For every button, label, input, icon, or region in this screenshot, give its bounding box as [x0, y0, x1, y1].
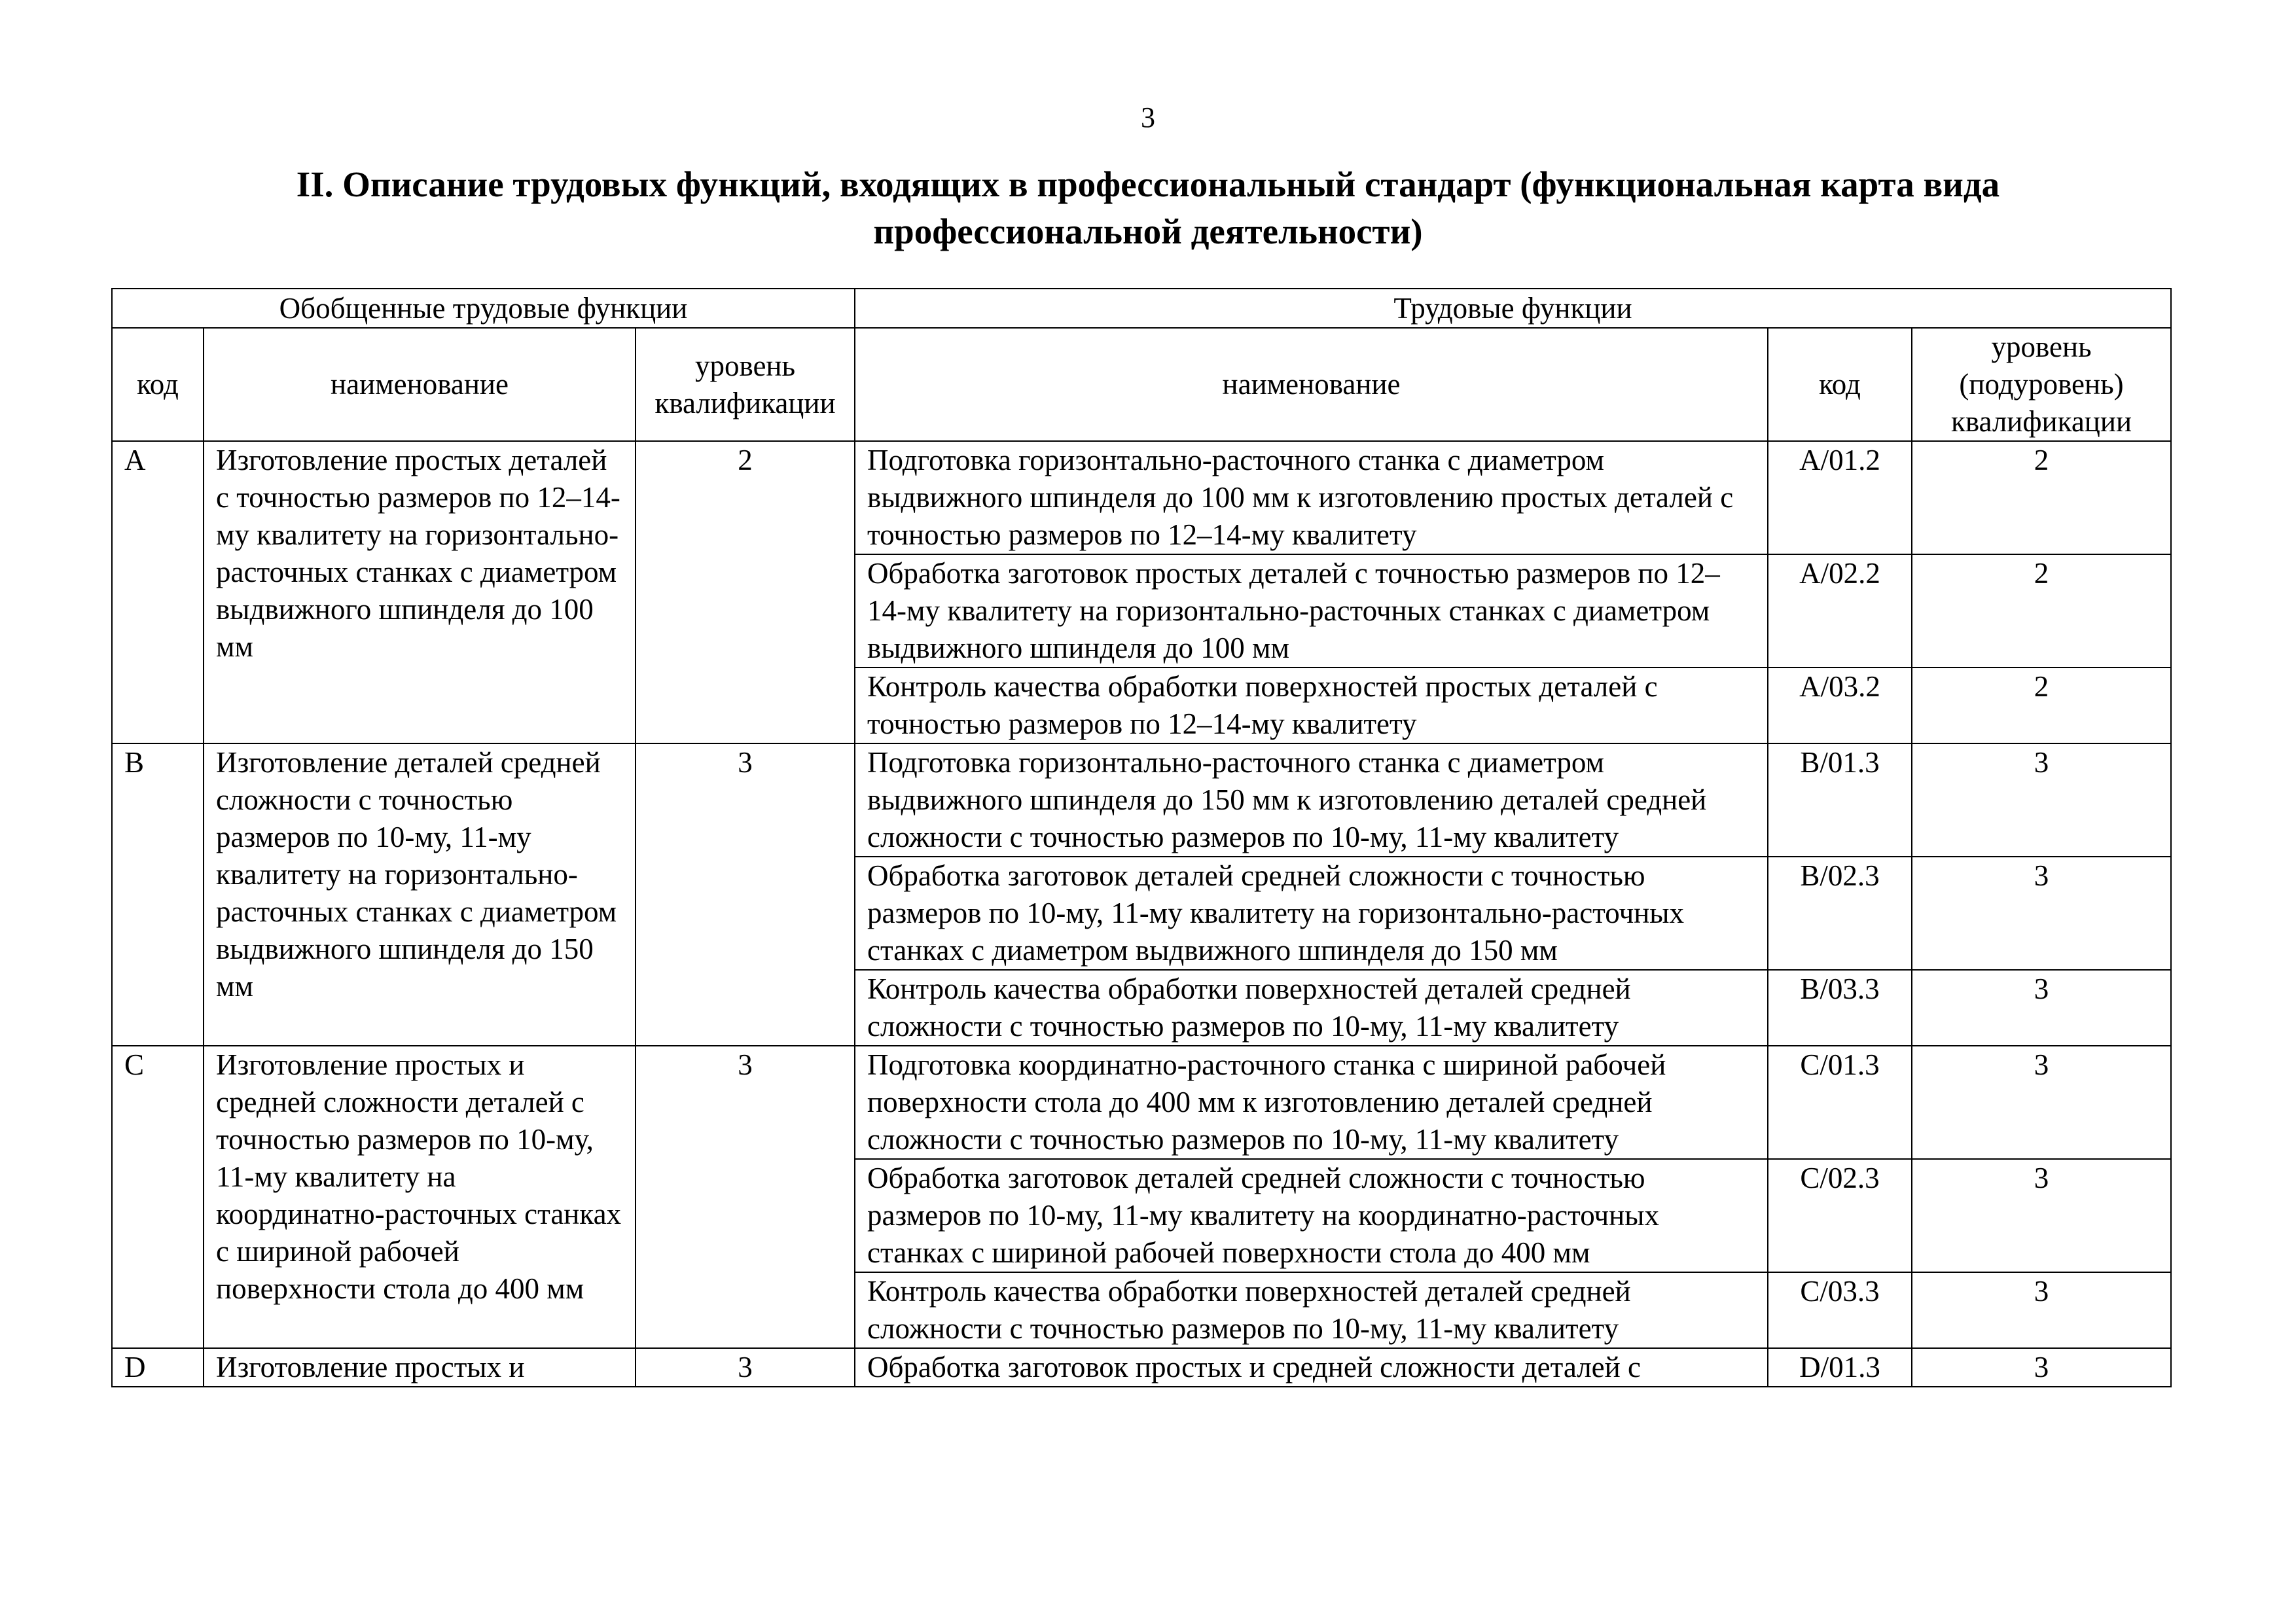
- group-level: 3: [636, 1348, 855, 1387]
- group-code: C: [112, 1046, 204, 1348]
- column-header-row: [112, 328, 2171, 441]
- function-code: C/02.3: [1768, 1159, 1912, 1272]
- function-level: 3: [1912, 1046, 2171, 1159]
- function-code: D/01.3: [1768, 1348, 1912, 1387]
- table-row: [112, 743, 2171, 857]
- gen-name-header: наименование: [204, 328, 636, 441]
- function-name: Контроль качества обработки поверхностей деталей средней сложности с точностью размеров по 10-му, 11-му квалитету: [855, 1272, 1768, 1348]
- function-code: A/02.2: [1768, 554, 1912, 668]
- group-name: Изготовление простых и: [204, 1348, 636, 1387]
- group-code: B: [112, 743, 204, 1046]
- function-name: Подготовка горизонтально-расточного станка с диаметром выдвижного шпинделя до 100 мм к изготовлению простых деталей с точностью размеров по 12–14-му квалитету: [855, 441, 1768, 554]
- group-code: A: [112, 441, 204, 743]
- group-header-row: [112, 289, 2171, 328]
- group-name: Изготовление деталей средней сложности с точностью размеров по 10-му, 11-му квалитету на горизонтально-расточных станках с диаметром выдвижного шпинделя до 150 мм: [204, 743, 636, 1046]
- function-level: 2: [1912, 441, 2171, 554]
- labor-functions-header: Трудовые функции: [855, 289, 2171, 328]
- function-code: C/01.3: [1768, 1046, 1912, 1159]
- gen-level-header: уровень квалификации: [636, 328, 855, 441]
- group-level: 2: [636, 441, 855, 743]
- table-row: [112, 1046, 2171, 1159]
- function-level: 2: [1912, 554, 2171, 668]
- function-level: 3: [1912, 1272, 2171, 1348]
- function-name: Обработка заготовок деталей средней сложности с точностью размеров по 10-му, 11-му квалитету на координатно-расточных станках с шириной рабочей поверхности стола до 400 мм: [855, 1159, 1768, 1272]
- function-code: B/03.3: [1768, 970, 1912, 1046]
- function-name: Подготовка координатно-расточного станка с шириной рабочей поверхности стола до 400 мм к изготовлению деталей средней сложности с точностью размеров по 10-му, 11-му квалитету: [855, 1046, 1768, 1159]
- table-row: [112, 441, 2171, 554]
- function-name: Обработка заготовок простых и средней сложности деталей с: [855, 1348, 1768, 1387]
- function-name: Обработка заготовок простых деталей с точностью размеров по 12–14-му квалитету на горизонтально-расточных станках с диаметром выдвижного шпинделя до 100 мм: [855, 554, 1768, 668]
- func-code-header: код: [1768, 328, 1912, 441]
- function-level: 2: [1912, 668, 2171, 743]
- function-level: 3: [1912, 1159, 2171, 1272]
- group-name: Изготовление простых деталей с точностью размеров по 12–14-му квалитету на горизонтально-расточных станках с диаметром выдвижного шпинделя до 100 мм: [204, 441, 636, 743]
- function-name: Подготовка горизонтально-расточного станка с диаметром выдвижного шпинделя до 150 мм к изготовлению деталей средней сложности с точностью размеров по 10-му, 11-му квалитету: [855, 743, 1768, 857]
- function-name: Контроль качества обработки поверхностей простых деталей с точностью размеров по 12–14-му квалитету: [855, 668, 1768, 743]
- function-code: B/02.3: [1768, 857, 1912, 970]
- func-level-header: уровень (подуровень) квалификации: [1912, 328, 2171, 441]
- function-level: 3: [1912, 743, 2171, 857]
- group-level: 3: [636, 1046, 855, 1348]
- function-name: Контроль качества обработки поверхностей деталей средней сложности с точностью размеров по 10-му, 11-му квалитету: [855, 970, 1768, 1046]
- gen-code-header: код: [112, 328, 204, 441]
- function-level: 3: [1912, 857, 2171, 970]
- generalized-functions-header: Обобщенные трудовые функции: [112, 289, 855, 328]
- function-code: C/03.3: [1768, 1272, 1912, 1348]
- table-row: [112, 1348, 2171, 1387]
- func-name-header: наименование: [855, 328, 1768, 441]
- function-code: A/01.2: [1768, 441, 1912, 554]
- function-code: B/01.3: [1768, 743, 1912, 857]
- function-name: Обработка заготовок деталей средней сложности с точностью размеров по 10-му, 11-му квалитету на горизонтально-расточных станках с диаметром выдвижного шпинделя до 150 мм: [855, 857, 1768, 970]
- group-level: 3: [636, 743, 855, 1046]
- page-title: II. Описание трудовых функций, входящих в профессиональный стандарт (функциональная карта вида профессиональной деятельности): [296, 164, 2000, 251]
- function-level: 3: [1912, 1348, 2171, 1387]
- group-code: D: [112, 1348, 204, 1387]
- page-number: 3: [1141, 101, 1155, 134]
- group-name: Изготовление простых и средней сложности деталей с точностью размеров по 10-му, 11-му квалитету на координатно-расточных станках с шириной рабочей поверхности стола до 400 мм: [204, 1046, 636, 1348]
- functional-map-table: [111, 288, 2172, 1387]
- function-level: 3: [1912, 970, 2171, 1046]
- function-code: A/03.2: [1768, 668, 1912, 743]
